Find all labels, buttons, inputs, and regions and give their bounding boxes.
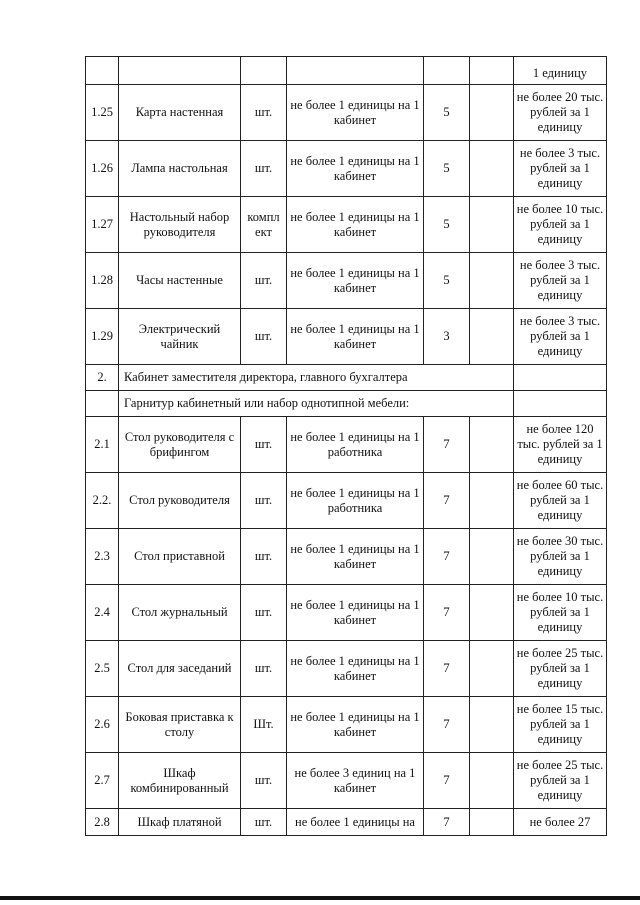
norm-cell: не более 1 единицы на 1 кабинет (287, 641, 424, 697)
item-name-cell: Электрический чайник (119, 309, 241, 365)
extra-cell (470, 641, 514, 697)
extra-cell (470, 197, 514, 253)
years-cell: 7 (424, 417, 470, 473)
subsection-row (86, 391, 607, 417)
table-row (86, 417, 607, 473)
extra-cell (470, 141, 514, 197)
price-cell: не более 10 тыс. рублей за 1 единицу (514, 197, 607, 253)
table-row-continued (86, 57, 607, 85)
extra-cell (470, 809, 514, 836)
unit-cell: шт. (241, 641, 287, 697)
row-number-cell (86, 391, 119, 417)
unit-cell: шт. (241, 85, 287, 141)
norm-cell: не более 1 единицы на 1 кабинет (287, 697, 424, 753)
norm-cell: не более 1 единицы на 1 кабинет (287, 85, 424, 141)
norm-cell: не более 1 единицы на 1 кабинет (287, 585, 424, 641)
norm-cell: не более 1 единицы на 1 кабинет (287, 141, 424, 197)
row-number-cell: 2.3 (86, 529, 119, 585)
table-row (86, 197, 607, 253)
table-row (86, 585, 607, 641)
years-cell: 7 (424, 697, 470, 753)
row-number-cell: 2.7 (86, 753, 119, 809)
price-cell: не более 3 тыс. рублей за 1 единицу (514, 309, 607, 365)
years-cell: 3 (424, 309, 470, 365)
years-cell (424, 57, 470, 85)
row-number-cell: 1.28 (86, 253, 119, 309)
unit-cell: шт. (241, 473, 287, 529)
years-cell: 7 (424, 585, 470, 641)
section-row (86, 365, 607, 391)
unit-cell: шт. (241, 529, 287, 585)
norm-cell: не более 1 единицы на 1 кабинет (287, 529, 424, 585)
extra-cell (470, 753, 514, 809)
item-name-cell: Стол для заседаний (119, 641, 241, 697)
unit-cell: шт. (241, 417, 287, 473)
unit-cell: шт. (241, 253, 287, 309)
price-cell: не более 25 тыс. рублей за 1 единицу (514, 641, 607, 697)
row-number-cell: 1.27 (86, 197, 119, 253)
table-row (86, 809, 607, 836)
item-name-cell: Стол приставной (119, 529, 241, 585)
price-cell: не более 20 тыс. рублей за 1 единицу (514, 85, 607, 141)
norm-cell: не более 1 единицы на (287, 809, 424, 836)
unit-cell (241, 57, 287, 85)
unit-cell: шт. (241, 309, 287, 365)
unit-cell: шт. (241, 809, 287, 836)
unit-cell: компл ект (241, 197, 287, 253)
table-row (86, 253, 607, 309)
item-name-cell: Стол руководителя с брифингом (119, 417, 241, 473)
item-name-cell: Стол журнальный (119, 585, 241, 641)
price-cell: не более 60 тыс. рублей за 1 единицу (514, 473, 607, 529)
price-cell: не более 10 тыс. рублей за 1 единицу (514, 585, 607, 641)
price-cell: не более 120 тыс. рублей за 1 единицу (514, 417, 607, 473)
unit-cell: шт. (241, 141, 287, 197)
years-cell: 7 (424, 809, 470, 836)
unit-cell: Шт. (241, 697, 287, 753)
norm-cell: не более 1 единицы на 1 кабинет (287, 309, 424, 365)
norm-cell: не более 1 единицы на 1 кабинет (287, 253, 424, 309)
item-name-cell: Шкаф платяной (119, 809, 241, 836)
years-cell: 5 (424, 85, 470, 141)
price-cell: не более 3 тыс. рублей за 1 единицу (514, 141, 607, 197)
norm-cell: не более 3 единиц на 1 кабинет (287, 753, 424, 809)
price-cell: не более 25 тыс. рублей за 1 единицу (514, 753, 607, 809)
section-title-cell: Кабинет заместителя директора, главного бухгалтера (119, 365, 514, 391)
norm-cell: не более 1 единицы на 1 кабинет (287, 197, 424, 253)
table-row (86, 641, 607, 697)
extra-cell (470, 253, 514, 309)
extra-cell (470, 309, 514, 365)
table-row (86, 697, 607, 753)
item-name-cell: Стол руководителя (119, 473, 241, 529)
years-cell: 5 (424, 253, 470, 309)
price-cell: 1 единицу (514, 57, 607, 85)
extra-cell (470, 697, 514, 753)
table-row (86, 141, 607, 197)
row-number-cell (86, 57, 119, 85)
subsection-title-cell: Гарнитур кабинетный или набор однотипной мебели: (119, 391, 514, 417)
item-name-cell: Часы настенные (119, 253, 241, 309)
norm-cell (287, 57, 424, 85)
page-edge-line (0, 896, 640, 900)
item-name-cell: Боковая приставка к столу (119, 697, 241, 753)
extra-cell (470, 585, 514, 641)
norm-cell: не более 1 единицы на 1 работника (287, 417, 424, 473)
table-row (86, 529, 607, 585)
years-cell: 7 (424, 473, 470, 529)
item-name-cell: Лампа настольная (119, 141, 241, 197)
extra-cell (470, 57, 514, 85)
table-row (86, 753, 607, 809)
years-cell: 7 (424, 529, 470, 585)
row-number-cell: 2.5 (86, 641, 119, 697)
table-row (86, 85, 607, 141)
item-name-cell: Карта настенная (119, 85, 241, 141)
years-cell: 7 (424, 641, 470, 697)
table-body (86, 57, 607, 836)
price-cell: не более 15 тыс. рублей за 1 единицу (514, 697, 607, 753)
table-row (86, 309, 607, 365)
row-number-cell: 2.8 (86, 809, 119, 836)
row-number-cell: 1.25 (86, 85, 119, 141)
price-cell (514, 365, 607, 391)
section-number-cell: 2. (86, 365, 119, 391)
item-name-cell: Настольный набор руководителя (119, 197, 241, 253)
extra-cell (470, 529, 514, 585)
table-row (86, 473, 607, 529)
price-cell (514, 391, 607, 417)
norms-table (85, 56, 607, 836)
row-number-cell: 2.1 (86, 417, 119, 473)
years-cell: 7 (424, 753, 470, 809)
row-number-cell: 2.4 (86, 585, 119, 641)
years-cell: 5 (424, 141, 470, 197)
row-number-cell: 1.26 (86, 141, 119, 197)
row-number-cell: 2.6 (86, 697, 119, 753)
row-number-cell: 2.2. (86, 473, 119, 529)
row-number-cell: 1.29 (86, 309, 119, 365)
price-cell: не более 30 тыс. рублей за 1 единицу (514, 529, 607, 585)
extra-cell (470, 473, 514, 529)
unit-cell: шт. (241, 585, 287, 641)
extra-cell (470, 417, 514, 473)
years-cell: 5 (424, 197, 470, 253)
price-cell: не более 3 тыс. рублей за 1 единицу (514, 253, 607, 309)
price-cell: не более 27 (514, 809, 607, 836)
norm-cell: не более 1 единицы на 1 работника (287, 473, 424, 529)
item-name-cell: Шкаф комбинированный (119, 753, 241, 809)
item-name-cell (119, 57, 241, 85)
unit-cell: шт. (241, 753, 287, 809)
extra-cell (470, 85, 514, 141)
